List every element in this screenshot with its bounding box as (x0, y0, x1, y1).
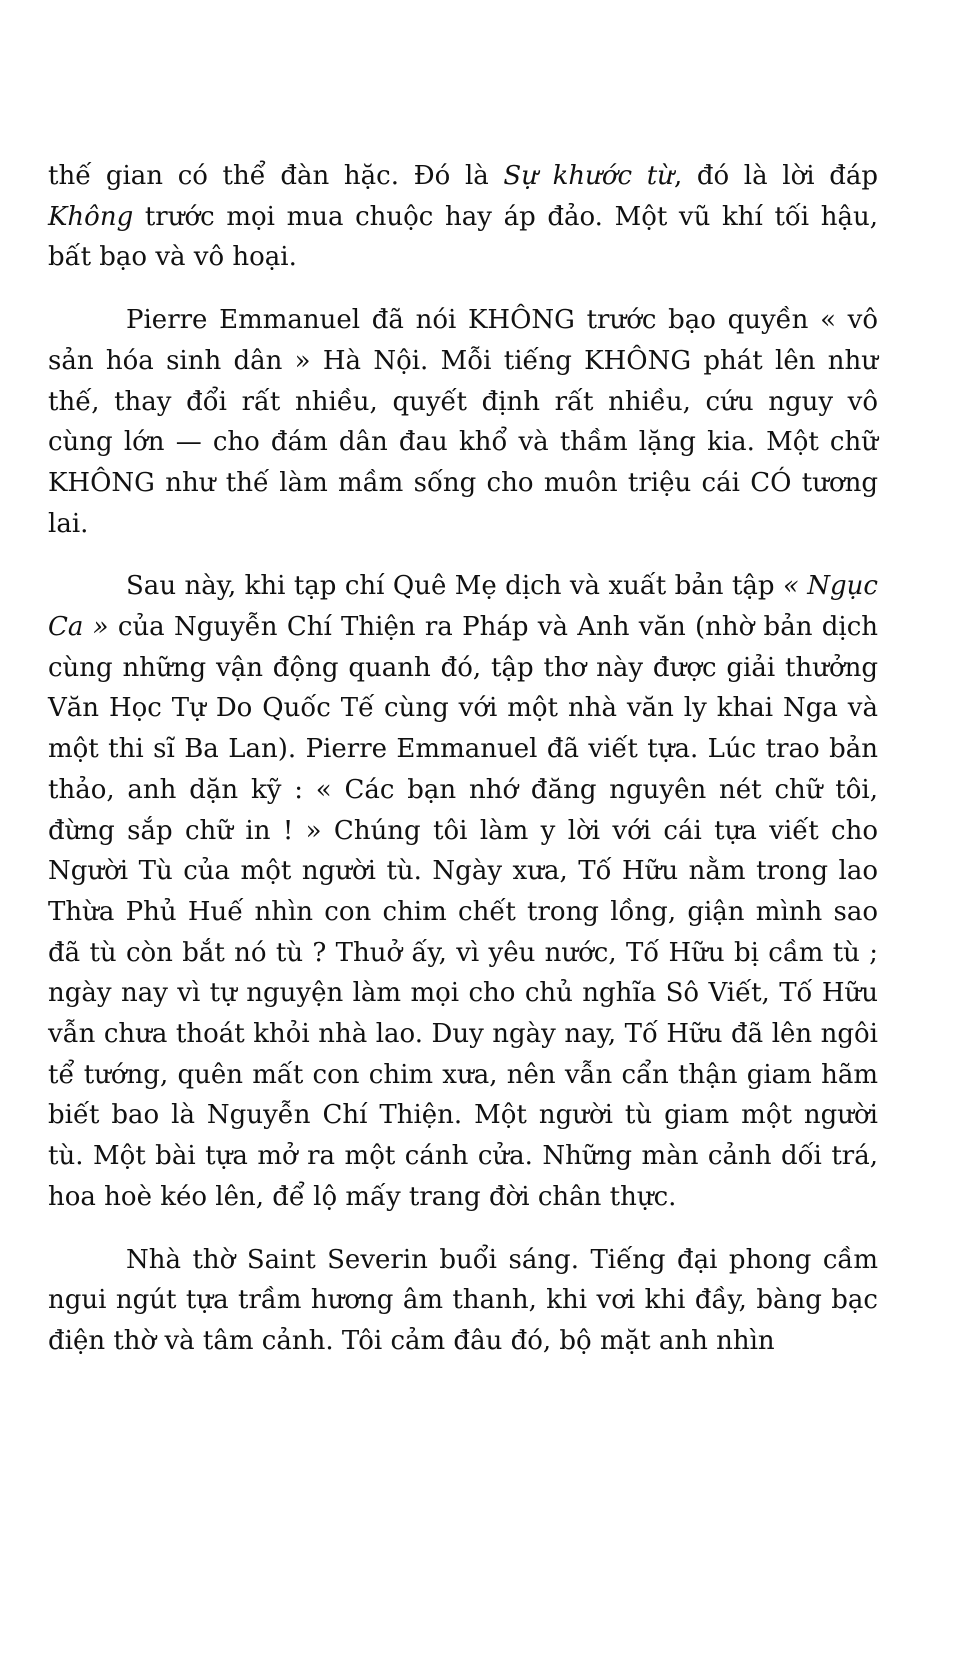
paragraph-2 (48, 300, 878, 544)
italic-term: Sự khước từ (503, 161, 674, 191)
text-segment: , đó là lời đáp (673, 161, 878, 191)
text-segment: Sau này, khi tạp chí Quê Mẹ dịch và xuất bản tập (126, 571, 783, 602)
body-text (48, 156, 878, 1362)
text-segment: trước mọi mua chuộc hay áp đảo. Một vũ khí tối hậu, bất bạo và vô hoại. (48, 201, 878, 273)
text-segment: Nhà thờ Saint Severin buổi sáng. Tiếng đại phong cầm ngui ngút tựa trầm hương âm thanh, khi vơi khi đầy, bàng bạc điện thờ và tâm cảnh. Tôi cảm đâu đó, bộ mặt anh nhìn (48, 1244, 878, 1356)
paragraph-1 (48, 156, 878, 278)
paragraph-3 (48, 566, 878, 1217)
text-segment: của Nguyễn Chí Thiện ra Pháp và Anh văn (nhờ bản dịch cùng những vận động quanh đó, tập thơ này được giải thưởng Văn Học Tự Do Quốc Tế cùng với một nhà văn ly khai Nga và một thi sĩ Ba Lan). Pierre Emmanuel đã viết tựa. Lúc trao bản thảo, anh dặn kỹ : « Các bạn nhớ đăng nguyên nét chữ tôi, đừng sắp chữ in ! » Chúng tôi làm y lời với cái tựa viết cho Người Tù của một người tù. Ngày xưa, Tố Hữu nằm trong lao Thừa Phủ Huế nhìn con chim chết trong lồng, giận mình sao đã tù còn bắt nó tù ? Thuở ấy, vì yêu nước, Tố Hữu bị cầm tù ; ngày nay vì tự nguyện làm mọi cho chủ nghĩa Sô Viết, Tố Hữu vẫn chưa thoát khỏi nhà lao. Duy ngày nay, Tố Hữu đã lên ngôi tể tướng, quên mất con chim xưa, nên vẫn cẩn thận giam hãm biết bao là Nguyễn Chí Thiện. Một người tù giam một người tù. Một bài tựa mở ra một cánh cửa. Những màn cảnh dối trá, hoa hoè kéo lên, để lộ mấy trang đời chân thực. (48, 612, 878, 1212)
text-segment: thế gian có thể đàn hặc. Đó là (48, 161, 504, 191)
italic-book-title: « Ngục Ca » (48, 571, 878, 643)
italic-term: Không (48, 201, 134, 232)
text-segment: Pierre Emmanuel đã nói KHÔNG trước bạo quyền « vô sản hóa sinh dân » Hà Nội. Mỗi tiếng KHÔNG phát lên như thế, thay đổi rất nhiều, quyết định rất nhiều, cứu nguy vô cùng lớn — cho đám dân đau khổ và thầm lặng kia. Một chữ KHÔNG như thế làm mầm sống cho muôn triệu cái CÓ tương lai. (48, 305, 878, 539)
paragraph-4 (48, 1240, 878, 1362)
